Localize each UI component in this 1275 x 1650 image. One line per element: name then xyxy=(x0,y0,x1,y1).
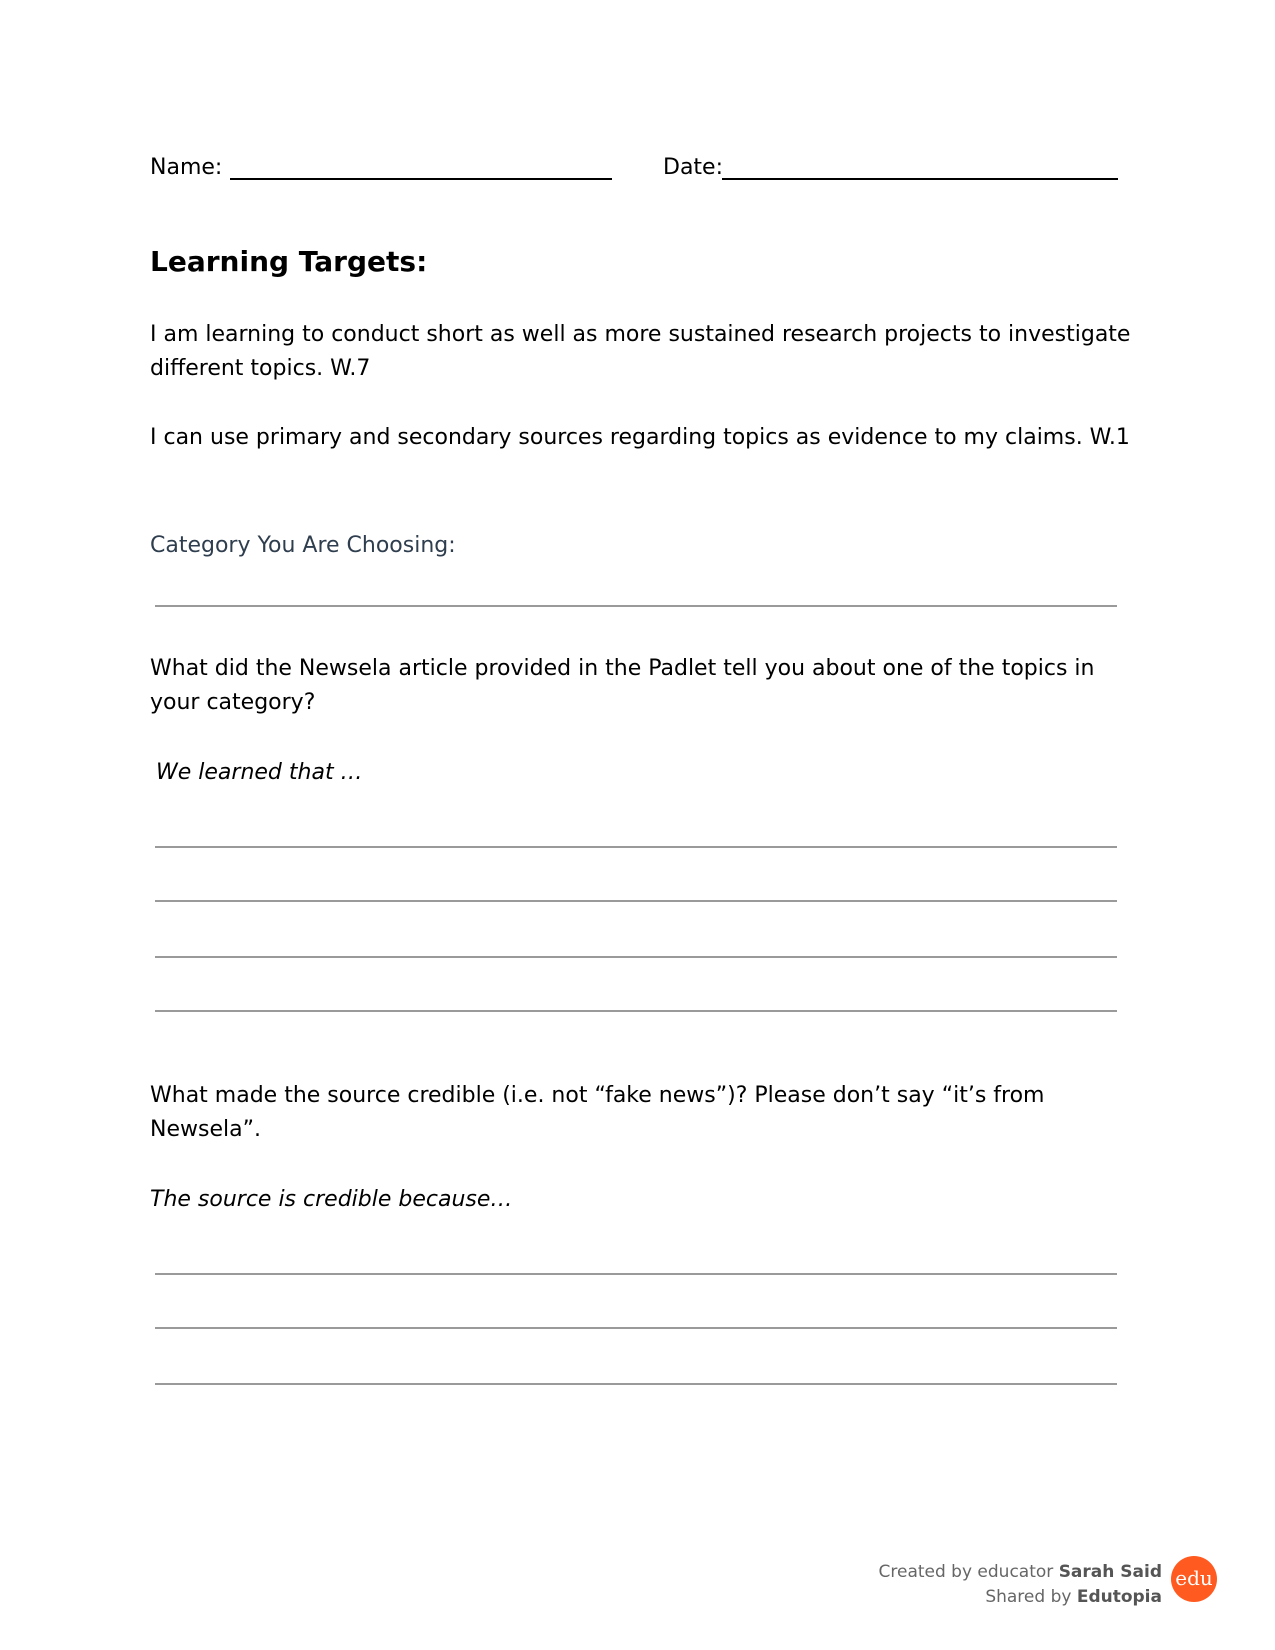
question-1-prompt: What did the Newsela article provided in the Padlet tell you about one of the topics in your category? xyxy=(150,656,1095,715)
question-1-sentence-starter: We learned that … xyxy=(156,760,363,785)
created-by-prefix: Created by educator xyxy=(878,1562,1054,1582)
date-input-line[interactable] xyxy=(722,178,1118,180)
question-2-prompt: What made the source credible (i.e. not “fake news”)? Please don’t say “it’s from Newsela”. xyxy=(150,1083,1045,1142)
shared-by-prefix: Shared by xyxy=(985,1587,1072,1607)
category-answer-line[interactable] xyxy=(155,605,1117,607)
question-2-answer-line[interactable] xyxy=(155,1383,1117,1385)
question-1-answer-line[interactable] xyxy=(155,846,1117,848)
name-input-line[interactable] xyxy=(230,178,612,180)
learning-targets-heading: Learning Targets: xyxy=(150,245,428,278)
question-2-answer-line[interactable] xyxy=(155,1273,1117,1275)
question-1-answer-line[interactable] xyxy=(155,1010,1117,1012)
learning-target-1: I am learning to conduct short as well as more sustained research projects to investigate different topics. W.7 xyxy=(150,322,1131,381)
category-label: Category You Are Choosing: xyxy=(150,533,456,558)
question-2-sentence-starter: The source is credible because… xyxy=(150,1187,513,1212)
created-by-credit xyxy=(879,1560,1163,1585)
question-1-answer-line[interactable] xyxy=(155,956,1117,958)
date-label: Date: xyxy=(663,155,723,180)
shared-by-credit xyxy=(985,1585,1162,1610)
name-label: Name: xyxy=(150,155,223,180)
learning-target-2: I can use primary and secondary sources regarding topics as evidence to my claims. W.1 xyxy=(150,425,1130,450)
edutopia-logo-icon: edu xyxy=(1171,1556,1217,1602)
sharer-name: Edutopia xyxy=(1076,1587,1162,1607)
creator-name: Sarah Said xyxy=(1058,1562,1162,1582)
question-1-answer-line[interactable] xyxy=(155,900,1117,902)
question-2-answer-line[interactable] xyxy=(155,1327,1117,1329)
